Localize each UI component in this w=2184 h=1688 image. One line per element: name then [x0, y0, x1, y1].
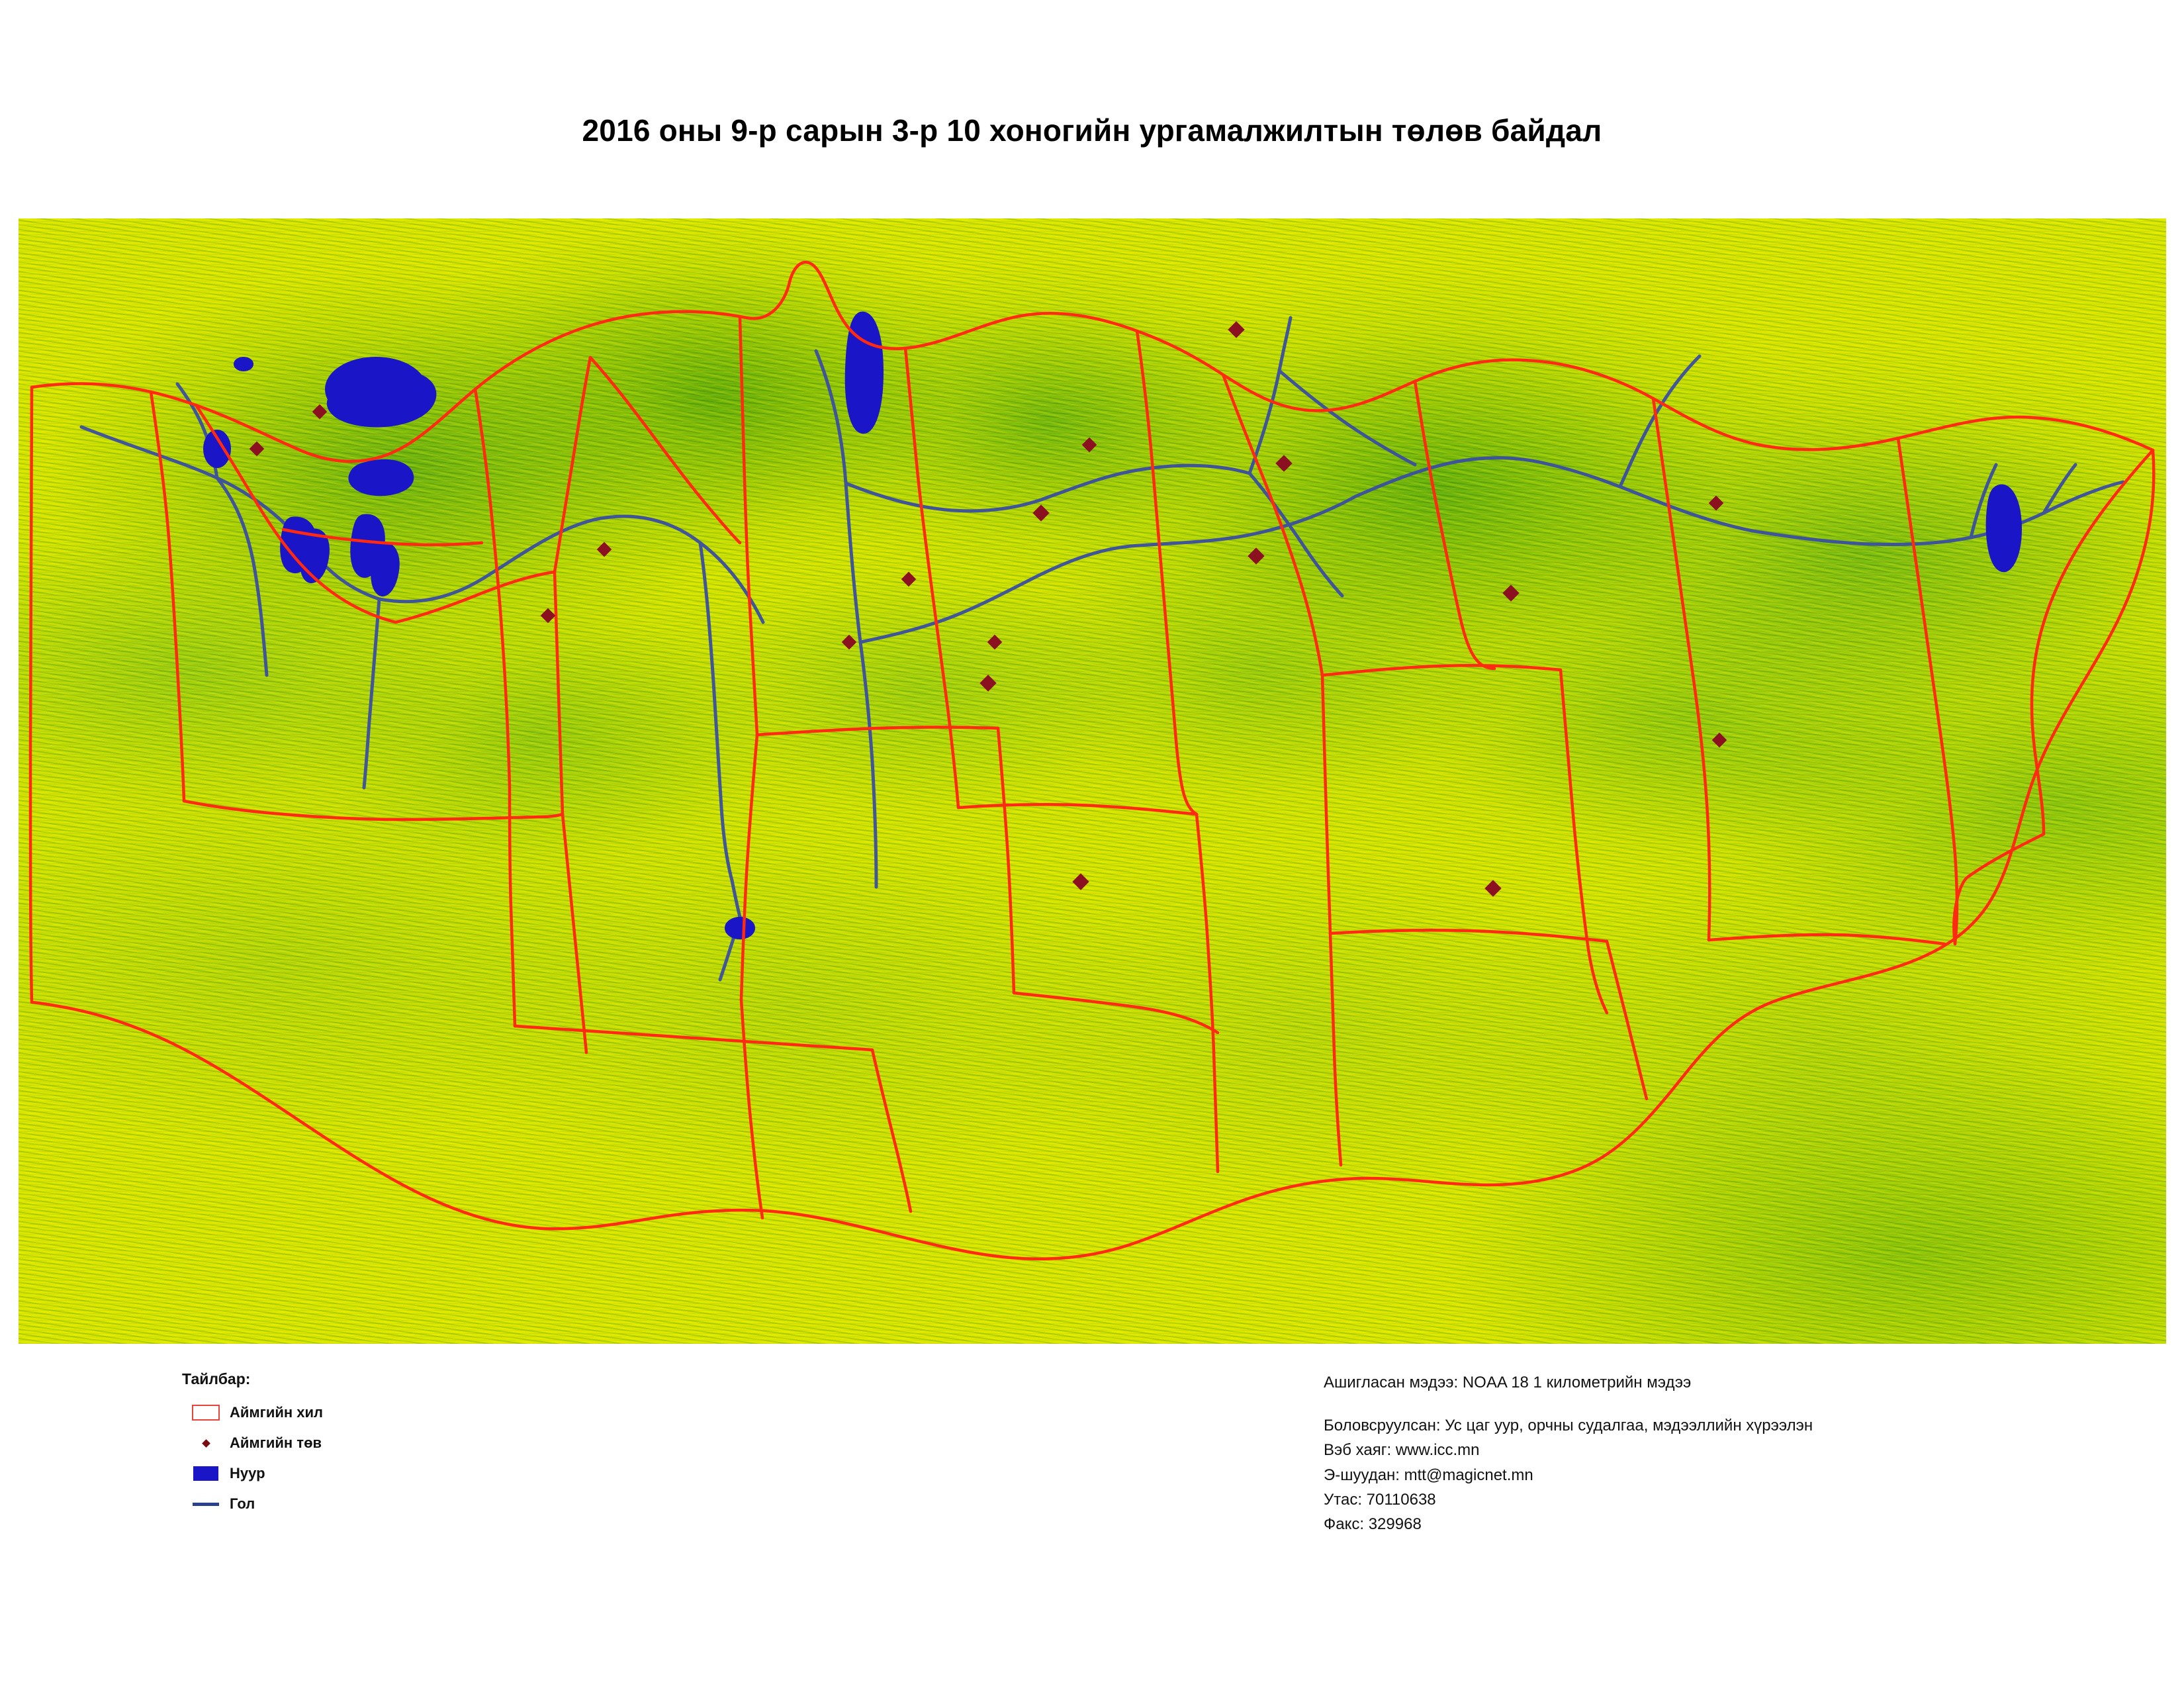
- lake-icon: [182, 1466, 230, 1481]
- legend-item-province-center: [182, 1428, 486, 1458]
- province-border: [1653, 399, 1709, 940]
- map-legend: [182, 1370, 486, 1519]
- province-border: [590, 357, 740, 543]
- province-center-dot: [901, 572, 917, 587]
- legend-item-province-border: [182, 1397, 486, 1428]
- river-icon: [182, 1503, 230, 1506]
- province-border: [1137, 331, 1197, 814]
- province-center-dot: [250, 442, 265, 457]
- lake: [371, 542, 399, 596]
- province-border: [1322, 675, 1330, 933]
- province-border: [563, 814, 586, 1053]
- legend-label-lake: Нуур: [230, 1465, 265, 1481]
- river: [732, 880, 740, 917]
- province-border: [1197, 814, 1218, 1172]
- province-border: [741, 1000, 762, 1218]
- credits-spacer: [1324, 1395, 2151, 1413]
- province-border: [396, 572, 555, 622]
- legend-item-river: [182, 1489, 486, 1519]
- credits-block: [1324, 1370, 2151, 1536]
- province-center-dot: [1082, 438, 1097, 453]
- province-border: [555, 572, 563, 814]
- province-center-dot: [1248, 547, 1264, 564]
- province-center-dot: [1228, 321, 1244, 338]
- province-border: [872, 1050, 911, 1211]
- river: [1355, 458, 1551, 496]
- province-border: [757, 727, 998, 735]
- legend-label-river: Гол: [230, 1495, 255, 1512]
- province-center-dot: [1072, 873, 1089, 890]
- lake: [234, 357, 253, 371]
- province-border: [1607, 941, 1647, 1099]
- mongolia-ndvi-map: [19, 218, 2166, 1344]
- credits-web: Вэб хаяг: www.icc.mn: [1324, 1441, 1480, 1460]
- province-center-dot: [1484, 880, 1501, 896]
- province-center-dot: [987, 635, 1003, 650]
- page-title: 2016 оны 9-р сарын 3-р 10 хоногийн ургамалжилтын төлөв байдал: [582, 113, 1602, 148]
- province-border: [1709, 935, 1944, 944]
- map-vector-layer: [19, 218, 2166, 1344]
- lake: [1987, 485, 2021, 572]
- province-center-dot: [1709, 496, 1724, 511]
- province-border-icon: [182, 1405, 230, 1421]
- province-center-dot: [1032, 504, 1049, 521]
- river: [594, 516, 763, 622]
- province-border: [1330, 930, 1607, 941]
- province-center-dot: [1712, 733, 1727, 748]
- river: [364, 599, 379, 788]
- province-center-dot: [842, 635, 857, 650]
- national-border-west: [30, 387, 32, 1002]
- province-border: [1322, 665, 1561, 675]
- river: [1620, 356, 1700, 487]
- province-border: [741, 735, 757, 1000]
- credits-processed-by: Боловсруулсан: Ус цаг уур, орчны судалгаа, мэдээллийн хүрээлэн: [1324, 1417, 1813, 1435]
- river: [1130, 496, 1355, 546]
- legend-item-lake: [182, 1458, 486, 1489]
- province-border: [740, 318, 757, 735]
- river: [1279, 371, 1415, 465]
- credits-phone: Утас: 70110638: [1324, 1490, 1436, 1509]
- lake: [725, 917, 754, 939]
- credits-source: Ашигласан мэдээ: NOAA 18 1 километрийн мэдээ: [1324, 1374, 1692, 1391]
- province-center-dot: [541, 608, 556, 624]
- legend-label-province-border: Аймгийн хил: [230, 1404, 324, 1421]
- province-border: [1330, 933, 1341, 1165]
- province-center-layer: [250, 321, 1727, 896]
- river: [1752, 531, 1971, 545]
- credits-email: Э-шуудан: mtt@magicnet.mn: [1324, 1466, 1533, 1484]
- province-border: [510, 788, 515, 1026]
- province-border: [1898, 438, 1957, 944]
- province-border: [958, 804, 1197, 814]
- river: [1551, 465, 1752, 531]
- province-center-dot: [1502, 585, 1519, 601]
- credits-fax: Факс: 329968: [1324, 1515, 1422, 1533]
- river: [1250, 473, 1342, 596]
- river: [1041, 465, 1250, 500]
- legend-label-province-center: Аймгийн төв: [230, 1434, 322, 1451]
- river: [700, 543, 732, 880]
- province-border: [515, 1026, 872, 1050]
- province-center-dot: [979, 675, 996, 691]
- province-center-dot: [597, 542, 612, 557]
- province-border: [555, 357, 590, 572]
- province-border: [1223, 375, 1322, 675]
- province-border: [1415, 381, 1494, 669]
- legend-heading: Тайлбар:: [182, 1370, 251, 1387]
- river: [860, 546, 1130, 642]
- lake: [349, 460, 413, 495]
- province-center-icon: [182, 1440, 230, 1446]
- river: [846, 483, 1041, 511]
- province-border: [2032, 450, 2153, 834]
- province-border: [1561, 670, 1607, 1013]
- province-border: [184, 801, 563, 820]
- province-center-dot: [312, 404, 328, 420]
- province-border: [1014, 993, 1218, 1033]
- national-border-south: [32, 450, 2154, 1259]
- province-border: [998, 728, 1014, 993]
- province-center-dot: [1275, 455, 1292, 471]
